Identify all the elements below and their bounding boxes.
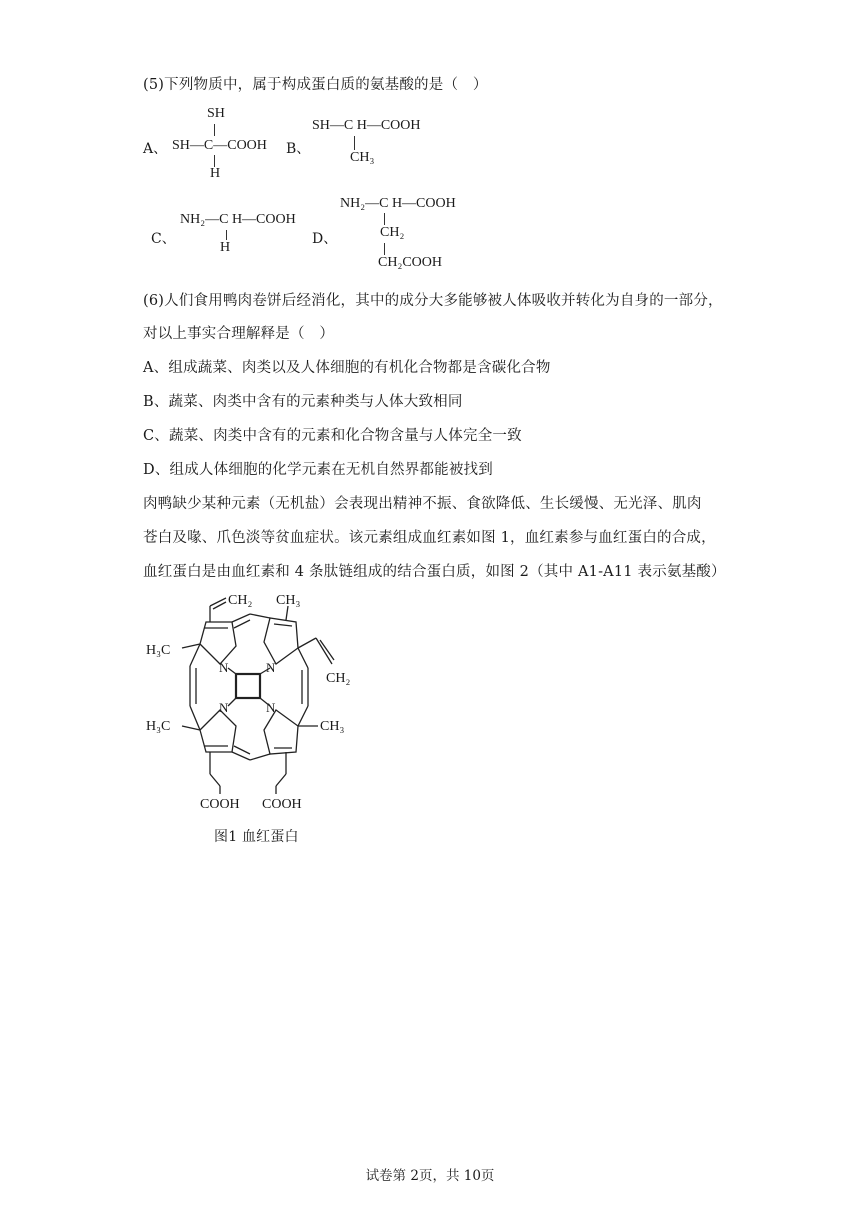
formula-bottom: CH₂COOH <box>378 255 442 270</box>
label-acid-left: COOH <box>200 797 240 812</box>
q6-option-c: C、蔬菜、肉类中含有的元素和化合物含量与人体完全一致 <box>143 428 522 444</box>
page-footer: 试卷第 2页，共 10页 <box>365 1168 495 1184</box>
formula-main: SH—C H—COOH <box>312 118 421 133</box>
option-label: B、 <box>286 141 311 157</box>
option-label: C、 <box>151 231 176 247</box>
label-vinyl-right: CH₂ <box>326 671 351 686</box>
label-nitrogen: N <box>219 700 229 715</box>
figure1-caption: 图1 血红蛋白 <box>214 829 299 845</box>
q6-option-b: B、蔬菜、肉类中含有的元素种类与人体大致相同 <box>143 394 463 410</box>
option-label: D、 <box>312 231 338 247</box>
label-methyl-top-right: CH₃ <box>276 593 301 608</box>
q6-option-a: A、组成蔬菜、肉类以及人体细胞的有机化合物都是含碳化合物 <box>143 360 551 376</box>
q6-option-d: D、组成人体细胞的化学元素在无机自然界都能被找到 <box>143 462 493 478</box>
label-nitrogen: N <box>219 660 229 675</box>
label-nitrogen: N <box>266 700 276 715</box>
formula-main: SH—C—COOH <box>172 138 267 153</box>
label-methyl-right-bottom: CH₃ <box>320 719 345 734</box>
passage-line-1: 肉鸭缺少某种元素（无机盐）会表现出精神不振、食欲降低、生长缓慢、无光泽、肌肉 <box>143 496 702 512</box>
label-methyl-left-top: H₃C <box>146 643 171 658</box>
formula-bottom: H <box>220 240 231 255</box>
heme-structure-figure <box>140 588 380 820</box>
formula-mid: CH₂ <box>380 225 405 240</box>
label-nitrogen: N <box>266 660 276 675</box>
label-acid-right: COOH <box>262 797 302 812</box>
formula-bottom: H <box>210 166 221 181</box>
q5-stem: (5)下列物质中，属于构成蛋白质的氨基酸的是（ ） <box>143 77 488 93</box>
formula-main: NH₂—C H—COOH <box>180 212 296 227</box>
q6-stem-line-2: 对以上事实合理解释是（ ） <box>143 326 335 342</box>
q6-stem-line-1: (6)人们食用鸭肉卷饼后经消化，其中的成分大多能够被人体吸收并转化为自身的一部分， <box>143 293 723 309</box>
label-vinyl-top: CH₂ <box>228 593 253 608</box>
label-methyl-left-bottom: H₃C <box>146 719 171 734</box>
passage-line-2: 苍白及喙、爪色淡等贫血症状。该元素组成血红素如图 1，血红素参与血红蛋白的合成， <box>143 530 716 546</box>
option-label: A、 <box>143 141 168 157</box>
formula-bottom: CH₃ <box>350 150 375 165</box>
formula-top: SH <box>207 106 225 121</box>
formula-main: NH₂—C H—COOH <box>340 196 456 211</box>
passage-line-3: 血红蛋白是由血红素和 4 条肽链组成的结合蛋白质，如图 2（其中 A1-A11 表示氨基酸） <box>143 564 726 580</box>
